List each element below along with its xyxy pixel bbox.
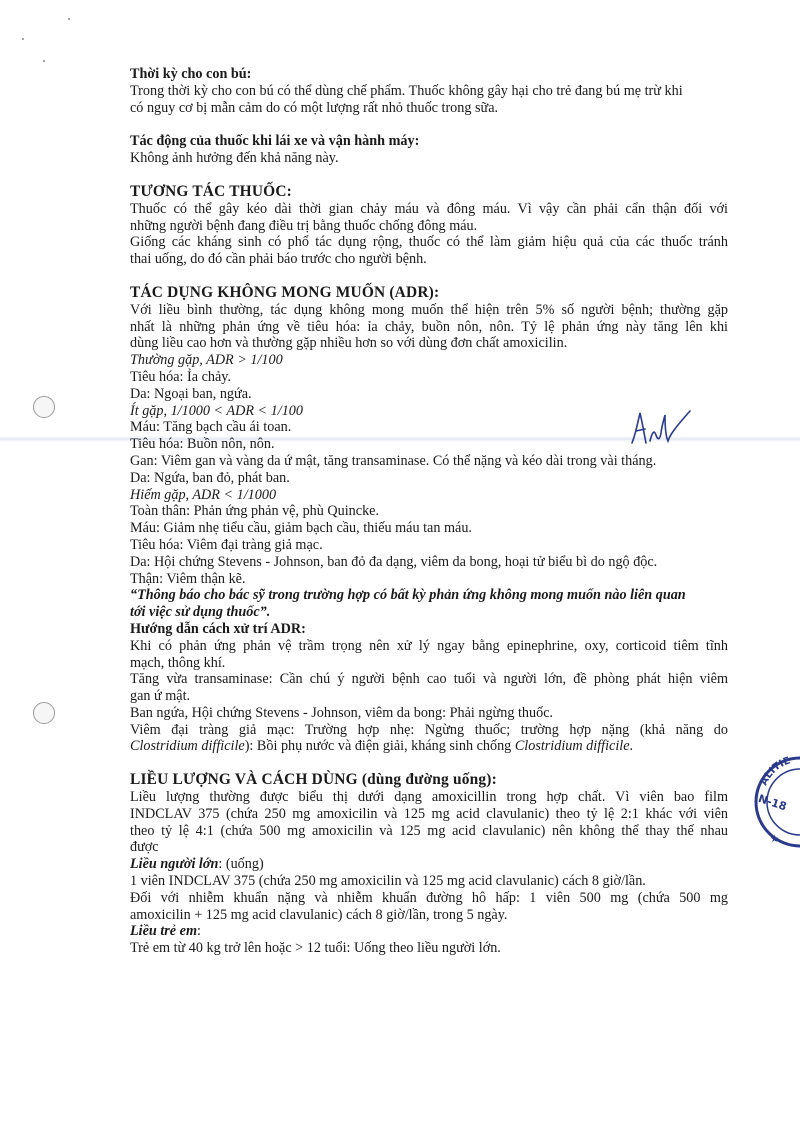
text-line: Tiêu hóa: Viêm đại tràng giả mạc. <box>130 536 323 553</box>
text-line: INDCLAV 375 (chứa 250 mg amoxicilin và 125 mg acid clavulanic) theo tỷ lệ 2:1 khác với viên <box>130 805 728 822</box>
text-line: Đối với nhiễm khuẩn nặng và nhiễm khuẩn đường hô hấp: 1 viên 500 mg (chứa 500 mg <box>130 889 728 906</box>
text-line: amoxicilin + 125 mg acid clavulanic) cách 8 giờ/lần, trong 5 ngày. <box>130 906 508 923</box>
section-title-driving: Tác động của thuốc khi lái xe và vận hành máy: <box>130 133 420 150</box>
heading-dosage: LIỀU LƯỢNG VÀ CÁCH DÙNG (dùng đường uống): <box>130 771 497 789</box>
text-line: Thuốc có thể gây kéo dài thời gian chảy máu và đông máu. Vì vậy cần phải cẩn thận đối với <box>130 200 728 217</box>
text-line: dùng liều cao hơn và thường gặp nhiều hơn so với dùng đơn chất amoxicilin. <box>130 335 568 352</box>
text-line: Thận: Viêm thận kẽ. <box>130 570 246 587</box>
punch-hole-top <box>33 396 55 418</box>
document-body <box>130 66 728 957</box>
speck <box>68 18 70 20</box>
punch-hole-bottom <box>33 702 55 724</box>
subheading-rare: Hiếm gặp, ADR < 1/1000 <box>130 486 277 503</box>
speck <box>43 60 45 62</box>
text-line: Toàn thân: Phản ứng phản vệ, phù Quincke. <box>130 503 380 520</box>
text-line: được <box>130 839 159 856</box>
text-line: Với liều bình thường, tác dụng không mong muốn thể hiện trên 5% số người bệnh; thường gặp <box>130 301 728 318</box>
heading-interactions: TƯƠNG TÁC THUỐC: <box>130 182 292 200</box>
text-line: Tiêu hóa: Buồn nôn, nôn. <box>130 436 275 453</box>
text-line: 1 viên INDCLAV 375 (chứa 250 mg amoxicilin và 125 mg acid clavulanic) cách 8 giờ/lần. <box>130 873 646 890</box>
species-name: Clostridium difficile <box>514 738 630 755</box>
text-line: thai uống, do đó cần phải báo trước cho người bệnh. <box>130 251 427 268</box>
text-line: mạch, thông khí. <box>130 654 226 671</box>
text-line: Da: Ngứa, ban đỏ, phát ban. <box>130 469 290 486</box>
text-fragment: : (uống) <box>218 856 264 873</box>
text-line: Không ảnh hưởng đến khả năng này. <box>130 150 339 167</box>
text-line: Trẻ em từ 40 kg trở lên hoặc > 12 tuổi: Uống theo liều người lớn. <box>130 940 501 957</box>
species-name: Clostridium difficile <box>130 738 245 755</box>
text-line: theo tỷ lệ 4:1 (chứa 500 mg amoxicilin và 125 mg acid clavulanic) nên không thể thay thế nhau <box>130 822 728 839</box>
text-line: gan ứ mật. <box>130 688 191 705</box>
text-line: Da: Ngoại ban, ngứa. <box>130 385 252 402</box>
text-line: Máu: Tăng bạch cầu ái toan. <box>130 419 292 436</box>
text-line: Da: Hội chứng Stevens - Johnson, ban đỏ đa dạng, viêm da bong, hoại tử biểu bì do ngộ độc. <box>130 553 658 570</box>
subheading-common: Thường gặp, ADR > 1/100 <box>130 352 283 369</box>
stamp-star: ★ <box>770 834 779 845</box>
text-line: Trong thời kỳ cho con bú có thể dùng chế phẩm. Thuốc không gây hại cho trẻ đang bú mẹ trừ khi <box>130 82 683 99</box>
subheading-handling: Hướng dẫn cách xử trí ADR: <box>130 620 306 637</box>
text-line: Tăng vừa transaminase: Cần chú ý người bệnh cao tuổi và người lớn, đề phòng phát hiện viêm <box>130 671 728 688</box>
speck <box>22 38 24 40</box>
text-line: những người bệnh đang điều trị bằng thuốc chống đông máu. <box>130 217 478 234</box>
doctor-notice: tới việc sử dụng thuốc”. <box>130 604 271 621</box>
adult-dose-label: Liều người lớn <box>130 856 219 873</box>
round-stamp <box>752 742 800 862</box>
text-line: Khi có phản ứng phản vệ trầm trọng nên xử lý ngay bằng epinephrine, oxy, corticoid tiêm tĩnh <box>130 637 728 654</box>
section-title-breastfeeding: Thời kỳ cho con bú: <box>130 66 252 82</box>
text-fragment: : <box>196 923 201 940</box>
stamp-code: N-18 <box>756 791 789 814</box>
stamp-text-top: ALITIE <box>758 755 792 788</box>
doctor-notice: “Thông báo cho bác sỹ trong trường hợp có bất kỳ phản ứng không mong muốn nào liên quan <box>130 587 686 604</box>
text-line: có nguy cơ bị mẫn cảm do có một lượng rất nhỏ thuốc trong sữa. <box>130 99 499 116</box>
text-line: Giống các kháng sinh có phổ tác dụng rộng, thuốc có thể làm giảm hiệu quả của các thuốc tránh <box>130 234 728 251</box>
text-fragment: . <box>629 738 634 755</box>
text-line: Liều lượng thường được biểu thị dưới dạng amoxicillin trong hợp chất. Vì viên bao film <box>130 789 728 806</box>
subheading-uncommon: Ít gặp, 1/1000 < ADR < 1/100 <box>130 402 303 419</box>
text-line: Máu: Giảm nhẹ tiểu cầu, giảm bạch cầu, thiếu máu tan máu. <box>130 520 472 537</box>
text-fragment: ): Bồi phụ nước và điện giải, kháng sinh chống <box>244 738 515 755</box>
heading-adr: TÁC DỤNG KHÔNG MONG MUỐN (ADR): <box>130 283 440 301</box>
text-line: Gan: Viêm gan và vàng da ứ mật, tăng transaminase. Có thể nặng và kéo dài trong vài tháng. <box>130 452 657 469</box>
text-line <box>130 738 728 755</box>
text-line: Tiêu hóa: Ỉa chảy. <box>130 368 231 385</box>
text-line: Viêm đại tràng giả mạc: Trường hợp nhẹ: Ngừng thuốc; trường hợp nặng (khả năng do <box>130 721 728 738</box>
text-line: Ban ngứa, Hội chứng Stevens - Johnson, viêm da bong: Phải ngừng thuốc. <box>130 704 554 721</box>
child-dose-label: Liều trẻ em <box>130 923 197 940</box>
text-line: nhất là những phản ứng về tiêu hóa: ỉa chảy, buồn nôn, nôn. Tỷ lệ phản ứng này tăng lên khi <box>130 318 728 335</box>
subheading-adult <box>130 856 728 873</box>
subheading-child <box>130 923 728 940</box>
